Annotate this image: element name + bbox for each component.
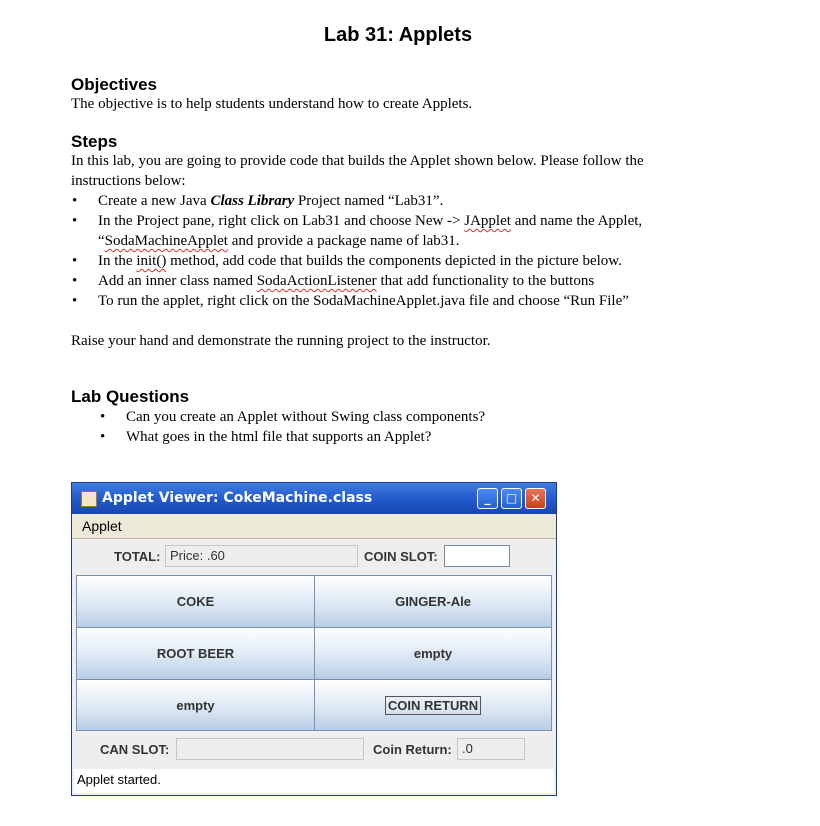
coke-button-label: COKE	[176, 594, 215, 609]
bullet-glyph: •	[72, 253, 78, 269]
close-button[interactable]: ✕	[525, 488, 546, 509]
empty-button-1[interactable]	[314, 627, 552, 680]
coin-slot-label: COIN SLOT:	[364, 549, 438, 564]
empty-button-1-label: empty	[413, 646, 453, 661]
step-3-pre: In the	[98, 253, 137, 269]
step-2-japplet: JApplet	[464, 213, 511, 229]
applet-menu[interactable]: Applet	[82, 518, 122, 534]
bullet-glyph: •	[72, 293, 78, 309]
soda-button-grid	[76, 575, 552, 731]
objectives-text: The objective is to help students understand how to create Applets.	[71, 96, 473, 112]
step-bullet-2-line2	[98, 232, 460, 251]
step-bullet-1	[72, 192, 444, 211]
bullet-glyph: •	[72, 193, 78, 209]
coin-return-button[interactable]	[314, 679, 552, 731]
step-bullet-3	[72, 252, 622, 271]
applet-viewer-window	[71, 482, 557, 796]
coin-return-field[interactable]: .0	[457, 738, 525, 760]
coke-button[interactable]	[76, 575, 315, 628]
coin-return-label: Coin Return:	[373, 742, 452, 757]
steps-heading: Steps	[71, 132, 118, 151]
step-bullet-5	[72, 292, 629, 311]
window-title: Applet Viewer: CokeMachine.class	[102, 490, 373, 506]
step-3-post: method, add code that builds the components depicted in the picture below.	[166, 253, 622, 269]
step-2-pre: In the Project pane, right click on Lab31 and choose New ->	[98, 213, 465, 229]
total-label: TOTAL:	[114, 549, 161, 564]
step-2-applet-name: SodaMachineApplet	[104, 233, 228, 249]
bullet-glyph: •	[72, 213, 78, 229]
steps-intro-line1: In this lab, you are going to provide code that builds the Applet shown below. Please follow the	[71, 153, 644, 169]
step-3-init: init()	[136, 253, 167, 269]
step-4-listener: SodaActionListener	[256, 273, 377, 289]
bullet-glyph: •	[100, 409, 106, 425]
step-2-line2-pre: “	[98, 233, 105, 249]
coin-return-button-label: COIN RETURN	[385, 696, 481, 715]
steps-intro-line2: instructions below:	[71, 173, 186, 189]
empty-button-2[interactable]	[76, 679, 315, 731]
empty-button-2-label: empty	[176, 697, 215, 713]
question-1-text: Can you create an Applet without Swing class components?	[126, 409, 486, 425]
question-1	[100, 408, 486, 427]
menu-bar	[72, 514, 556, 539]
document-title: Lab 31: Applets	[323, 24, 473, 46]
step-5-text: To run the applet, right click on the SodaMachineApplet.java file and choose “Run File”	[98, 293, 629, 309]
java-cup-icon	[81, 491, 97, 507]
step-2-line2-post: and provide a package name of lab31.	[227, 233, 460, 249]
root-beer-button[interactable]	[76, 627, 315, 680]
step-bullet-2	[72, 212, 643, 231]
coin-slot-input[interactable]	[444, 545, 510, 567]
question-2	[100, 428, 432, 447]
step-1-post: Project named “Lab31”.	[294, 193, 444, 209]
questions-heading: Lab Questions	[71, 387, 190, 406]
step-bullet-4	[72, 272, 595, 291]
bullet-glyph: •	[100, 429, 106, 445]
window-titlebar[interactable]	[72, 483, 556, 514]
maximize-button[interactable]: □	[501, 488, 522, 509]
status-bar	[74, 769, 554, 793]
objectives-heading: Objectives	[71, 75, 157, 94]
status-text: Applet started.	[77, 772, 161, 787]
can-slot-field[interactable]	[176, 738, 364, 760]
question-2-text: What goes in the html file that supports an Applet?	[126, 429, 432, 445]
minimize-button[interactable]: _	[477, 488, 498, 509]
ginger-ale-button[interactable]	[314, 575, 552, 628]
step-4-post: that add functionality to the buttons	[376, 273, 595, 289]
steps-closing: Raise your hand and demonstrate the running project to the instructor.	[71, 333, 491, 349]
root-beer-button-label: ROOT BEER	[156, 646, 235, 661]
step-2-post: and name the Applet,	[510, 213, 643, 229]
bullet-glyph: •	[72, 273, 78, 289]
step-4-pre: Add an inner class named	[98, 273, 257, 289]
can-slot-label: CAN SLOT:	[100, 742, 170, 757]
step-1-pre: Create a new Java	[98, 193, 211, 209]
total-field[interactable]: Price: .60	[165, 545, 358, 567]
step-1-emphasis: Class Library	[210, 193, 295, 209]
ginger-ale-button-label: GINGER-Ale	[395, 594, 471, 609]
